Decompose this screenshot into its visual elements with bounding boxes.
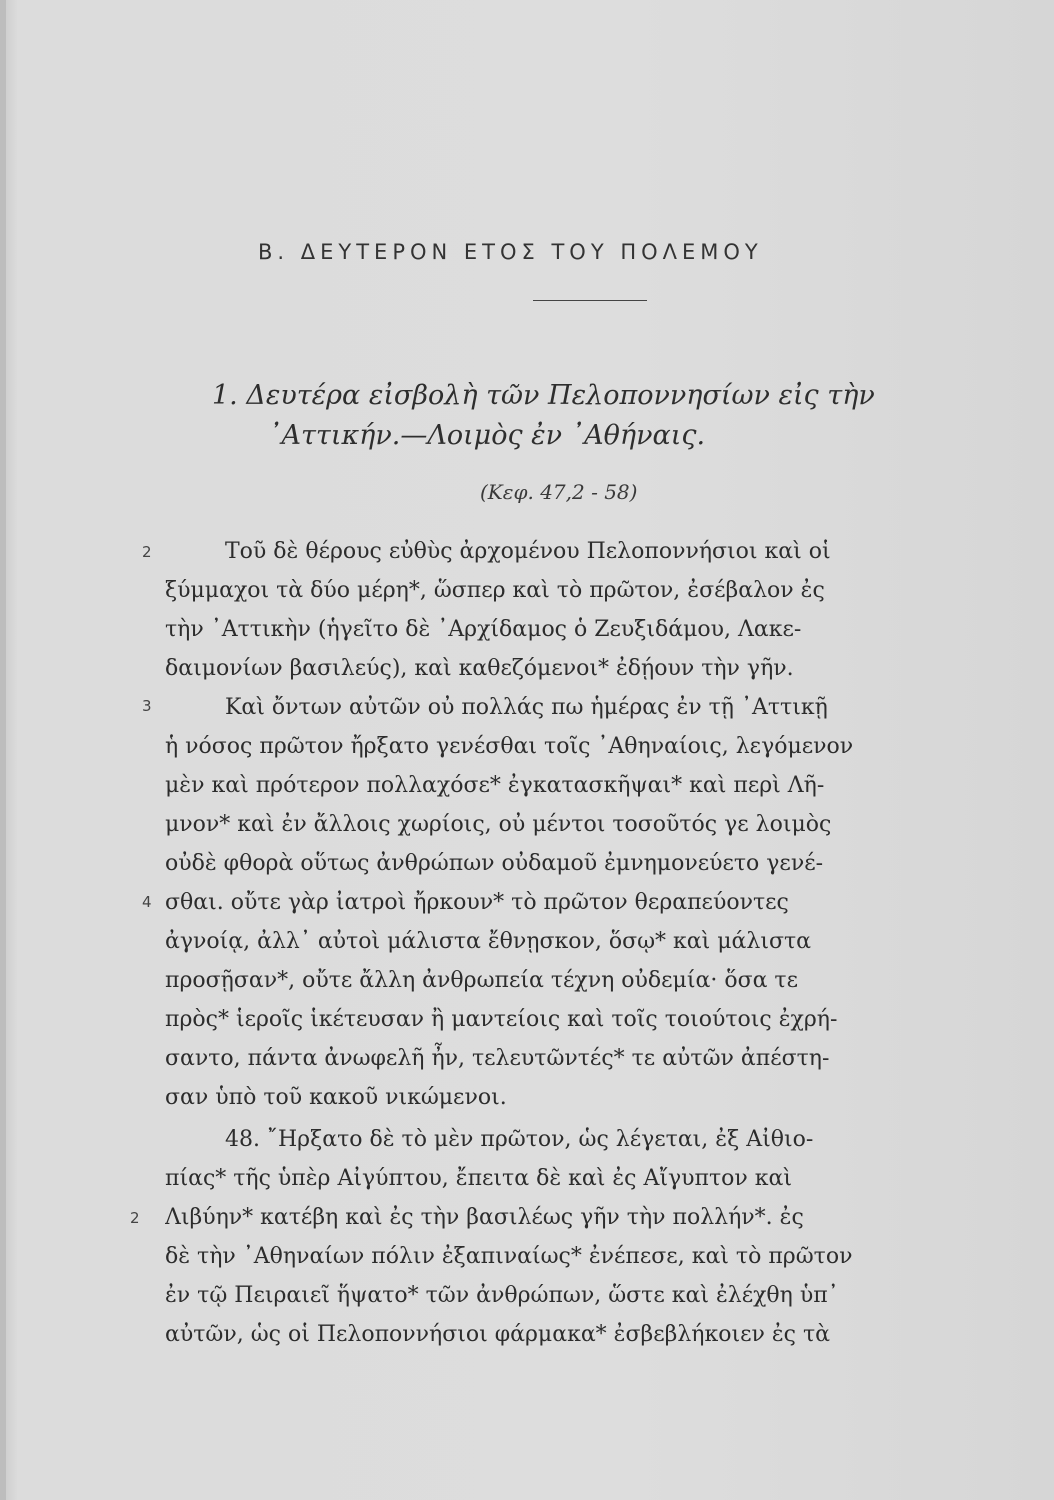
text-line: ἡ νόσος πρῶτον ἤρξατο γενέσθαι τοῖς ᾿Αθηναίοις, λεγόμενον xyxy=(165,734,854,759)
text-line: μνον* καὶ ἐν ἄλλοις χωρίοις, οὐ μέντοι τοσοῦτός γε λοιμὸς xyxy=(165,812,832,837)
text-line: μὲν καὶ πρότερον πολλαχόσε* ἐγκατασκῆψαι* καὶ περὶ Λῆ- xyxy=(165,773,825,798)
text-line: σαντο, πάντα ἀνωφελῆ ἦν, τελευτῶντές* τε αὐτῶν ἀπέστη- xyxy=(165,1046,830,1071)
page-edge-shadow xyxy=(0,0,6,1500)
text-line: αὐτῶν, ὡς οἱ Πελοποννήσιοι φάρμακα* ἐσβεβλήκοιεν ἐς τὰ xyxy=(165,1322,830,1347)
text-line: δὲ τὴν ᾿Αθηναίων πόλιν ἐξαπιναίως* ἐνέπεσε, καὶ τὸ πρῶτον xyxy=(165,1244,853,1269)
text-line: 48. ῎Ηρξατο δὲ τὸ μὲν πρῶτον, ὡς λέγεται, ἐξ Αἰθιο- xyxy=(225,1127,814,1152)
text-line: προσῇσαν*, οὔτε ἄλλη ἀνθρωπεία τέχνη οὐδεμία· ὅσα τε xyxy=(165,968,799,993)
part-heading: Β. ΔΕΥΤΕΡΟΝ ΕΤΟΣ ΤΟΥ ΠΟΛΕΜΟΥ xyxy=(258,240,763,264)
margin-number: 3 xyxy=(142,697,152,715)
text-line: Τοῦ δὲ θέρους εὐθὺς ἀρχομένου Πελοποννήσιοι καὶ οἱ xyxy=(225,539,831,564)
text-line: Λιβύην* κατέβη καὶ ἐς τὴν βασιλέως γῆν τὴν πολλήν*. ἐς xyxy=(165,1205,804,1230)
text-line: ἐν τῷ Πειραιεῖ ἥψατο* τῶν ἀνθρώπων, ὥστε καὶ ἐλέχθη ὑπ᾿ xyxy=(165,1283,839,1308)
text-line: πρὸς* ἱεροῖς ἱκέτευσαν ἢ μαντείοις καὶ τοῖς τοιούτοις ἐχρή- xyxy=(165,1007,838,1032)
margin-number: 4 xyxy=(142,893,152,911)
text-line: σαν ὑπὸ τοῦ κακοῦ νικώμενοι. xyxy=(165,1085,507,1110)
text-line: ἀγνοίᾳ, ἀλλ᾿ αὐτοὶ μάλιστα ἔθνῃσκον, ὅσῳ* καὶ μάλιστα xyxy=(165,929,812,954)
heading-rule xyxy=(533,300,647,301)
section-title-line1: 1. Δευτέρα εἰσβολὴ τῶν Πελοποννησίων εἰς τὴν xyxy=(212,380,875,411)
text-line: οὐδὲ φθορὰ οὕτως ἀνθρώπων οὐδαμοῦ ἐμνημονεύετο γενέ- xyxy=(165,851,824,876)
chapter-reference: (Κεφ. 47,2 - 58) xyxy=(480,480,638,504)
text-line: σθαι. οὔτε γὰρ ἰατροὶ ἤρκουν* τὸ πρῶτον θεραπεύοντες xyxy=(165,890,789,915)
margin-number: 2 xyxy=(142,543,152,561)
text-line: ξύμμαχοι τὰ δύο μέρη*, ὥσπερ καὶ τὸ πρῶτον, ἐσέβαλον ἐς xyxy=(165,578,825,603)
text-line: Καὶ ὄντων αὐτῶν οὐ πολλάς πω ἡμέρας ἐν τῇ ᾿Αττικῇ xyxy=(225,695,828,720)
margin-number: 2 xyxy=(130,1209,140,1227)
text-line: δαιμονίων βασιλεύς), καὶ καθεζόμενοι* ἐδῄουν τὴν γῆν. xyxy=(165,656,794,681)
section-title-line2: ᾿Αττικήν.—Λοιμὸς ἐν ᾿Αθήναις. xyxy=(268,420,706,451)
text-line: πίας* τῆς ὑπὲρ Αἰγύπτου, ἔπειτα δὲ καὶ ἐς Αἴγυπτον καὶ xyxy=(165,1166,792,1191)
text-line: τὴν ᾿Αττικὴν (ἡγεῖτο δὲ ᾿Αρχίδαμος ὁ Ζευξιδάμου, Λακε- xyxy=(165,617,802,642)
